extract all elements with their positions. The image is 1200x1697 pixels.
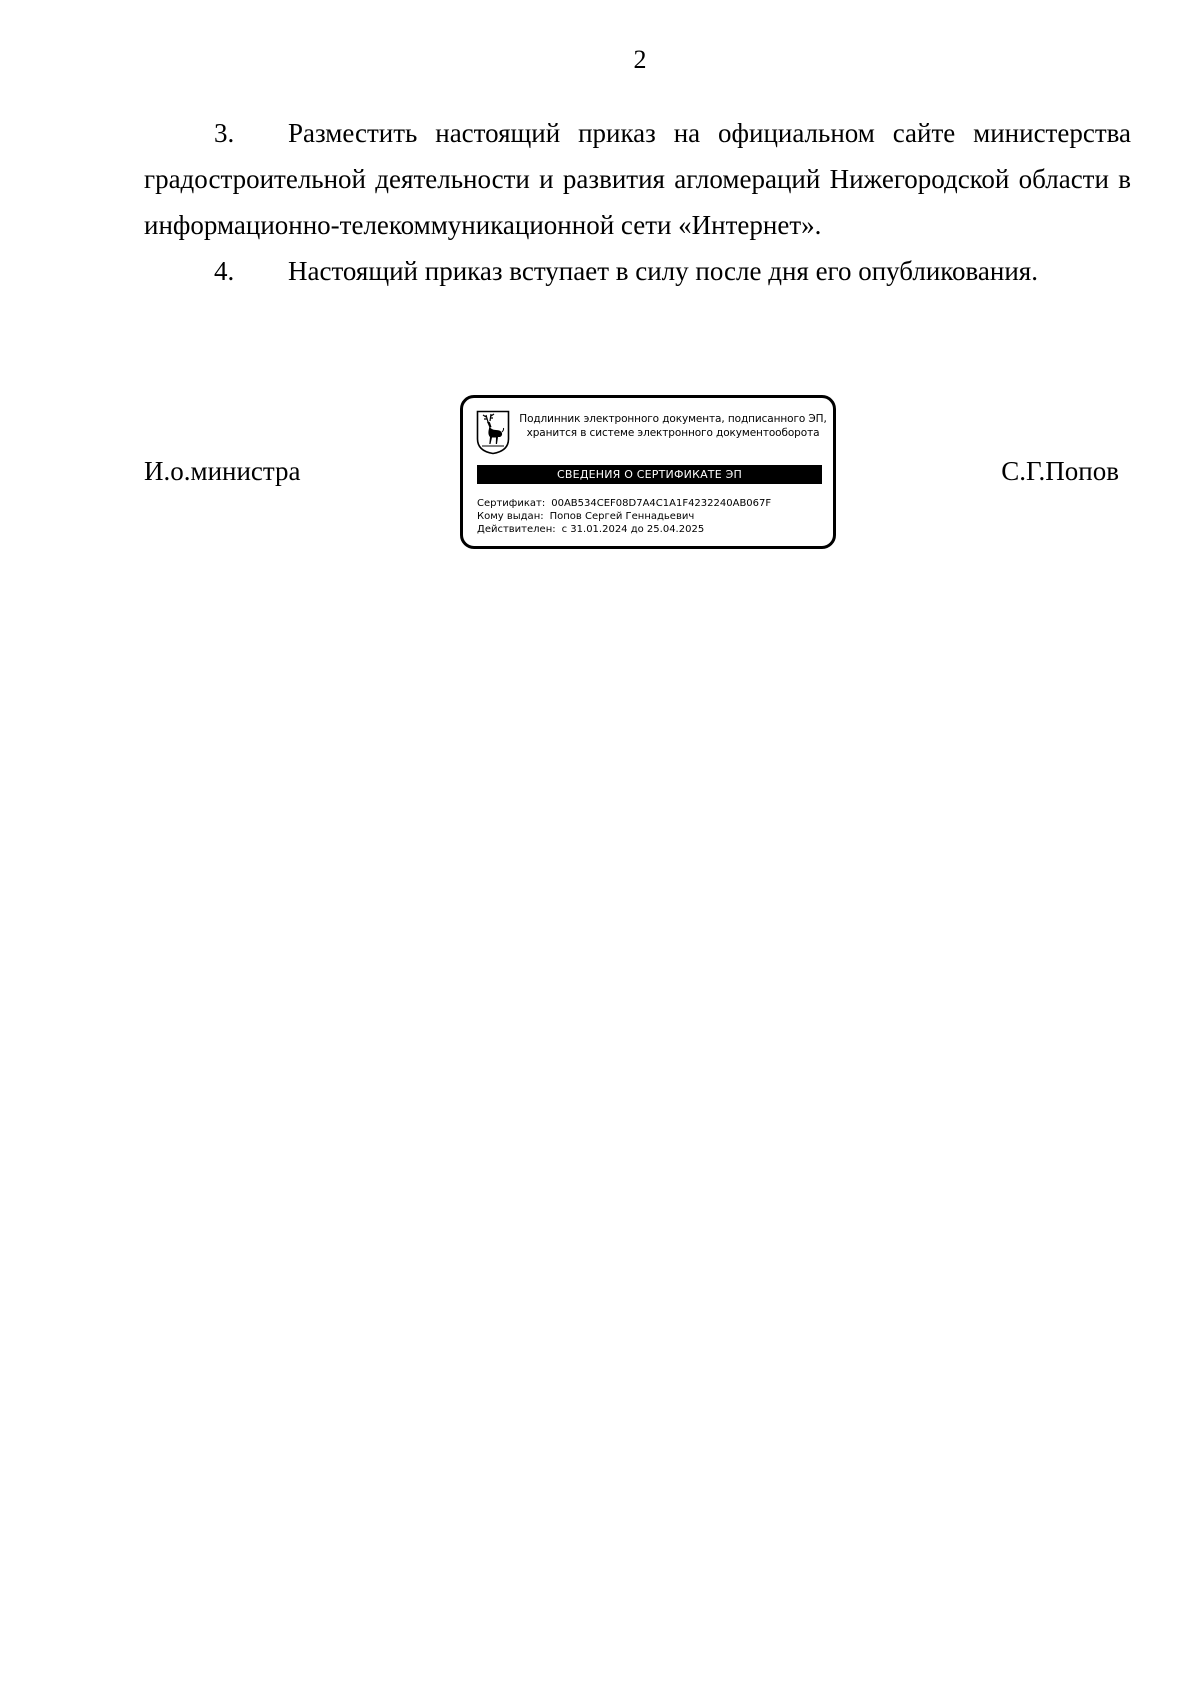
validity-value: с 31.01.2024 до 25.04.2025 — [561, 524, 705, 535]
certificate-info-title: СВЕДЕНИЯ О СЕРТИФИКАТЕ ЭП — [477, 465, 822, 484]
validity-label: Действителен: — [477, 524, 556, 535]
deer-emblem-icon — [476, 410, 510, 455]
validity-row — [477, 523, 771, 536]
issued-to-label: Кому выдан: — [477, 511, 544, 522]
page-number: 2 — [633, 45, 647, 74]
stamp-header — [515, 412, 831, 440]
issued-to-value: Попов Сергей Геннадьевич — [549, 511, 695, 522]
paragraph-3 — [144, 110, 1131, 248]
certificate-value: 00AB534CEF08D7A4C1A1F4232240AB067F — [551, 498, 772, 509]
signature-block — [144, 395, 1119, 557]
paragraph-number: 4. — [214, 256, 235, 286]
paragraph-text: Разместить настоящий приказ на официальном сайте министерства градостроительной деятельности и развития агломераций Нижегородской области в информационно-телекоммуникационной сети «Интернет». — [144, 118, 1131, 240]
stamp-header-line: хранится в системе электронного документооборота — [526, 427, 820, 439]
certificate-details — [477, 497, 771, 536]
issued-to-row — [477, 510, 771, 523]
paragraph-4 — [144, 248, 1131, 294]
electronic-signature-stamp — [460, 395, 836, 549]
certificate-row — [477, 497, 771, 510]
paragraph-text: Настоящий приказ вступает в силу после дня его опубликования. — [288, 256, 1038, 286]
signer-position: И.о.министра — [144, 456, 301, 486]
signer-name: С.Г.Попов — [1001, 456, 1119, 486]
certificate-label: Сертификат: — [477, 498, 546, 509]
stamp-header-line: Подлинник электронного документа, подписанного ЭП, — [519, 413, 827, 425]
document-body — [144, 110, 1131, 294]
paragraph-number: 3. — [214, 118, 235, 148]
